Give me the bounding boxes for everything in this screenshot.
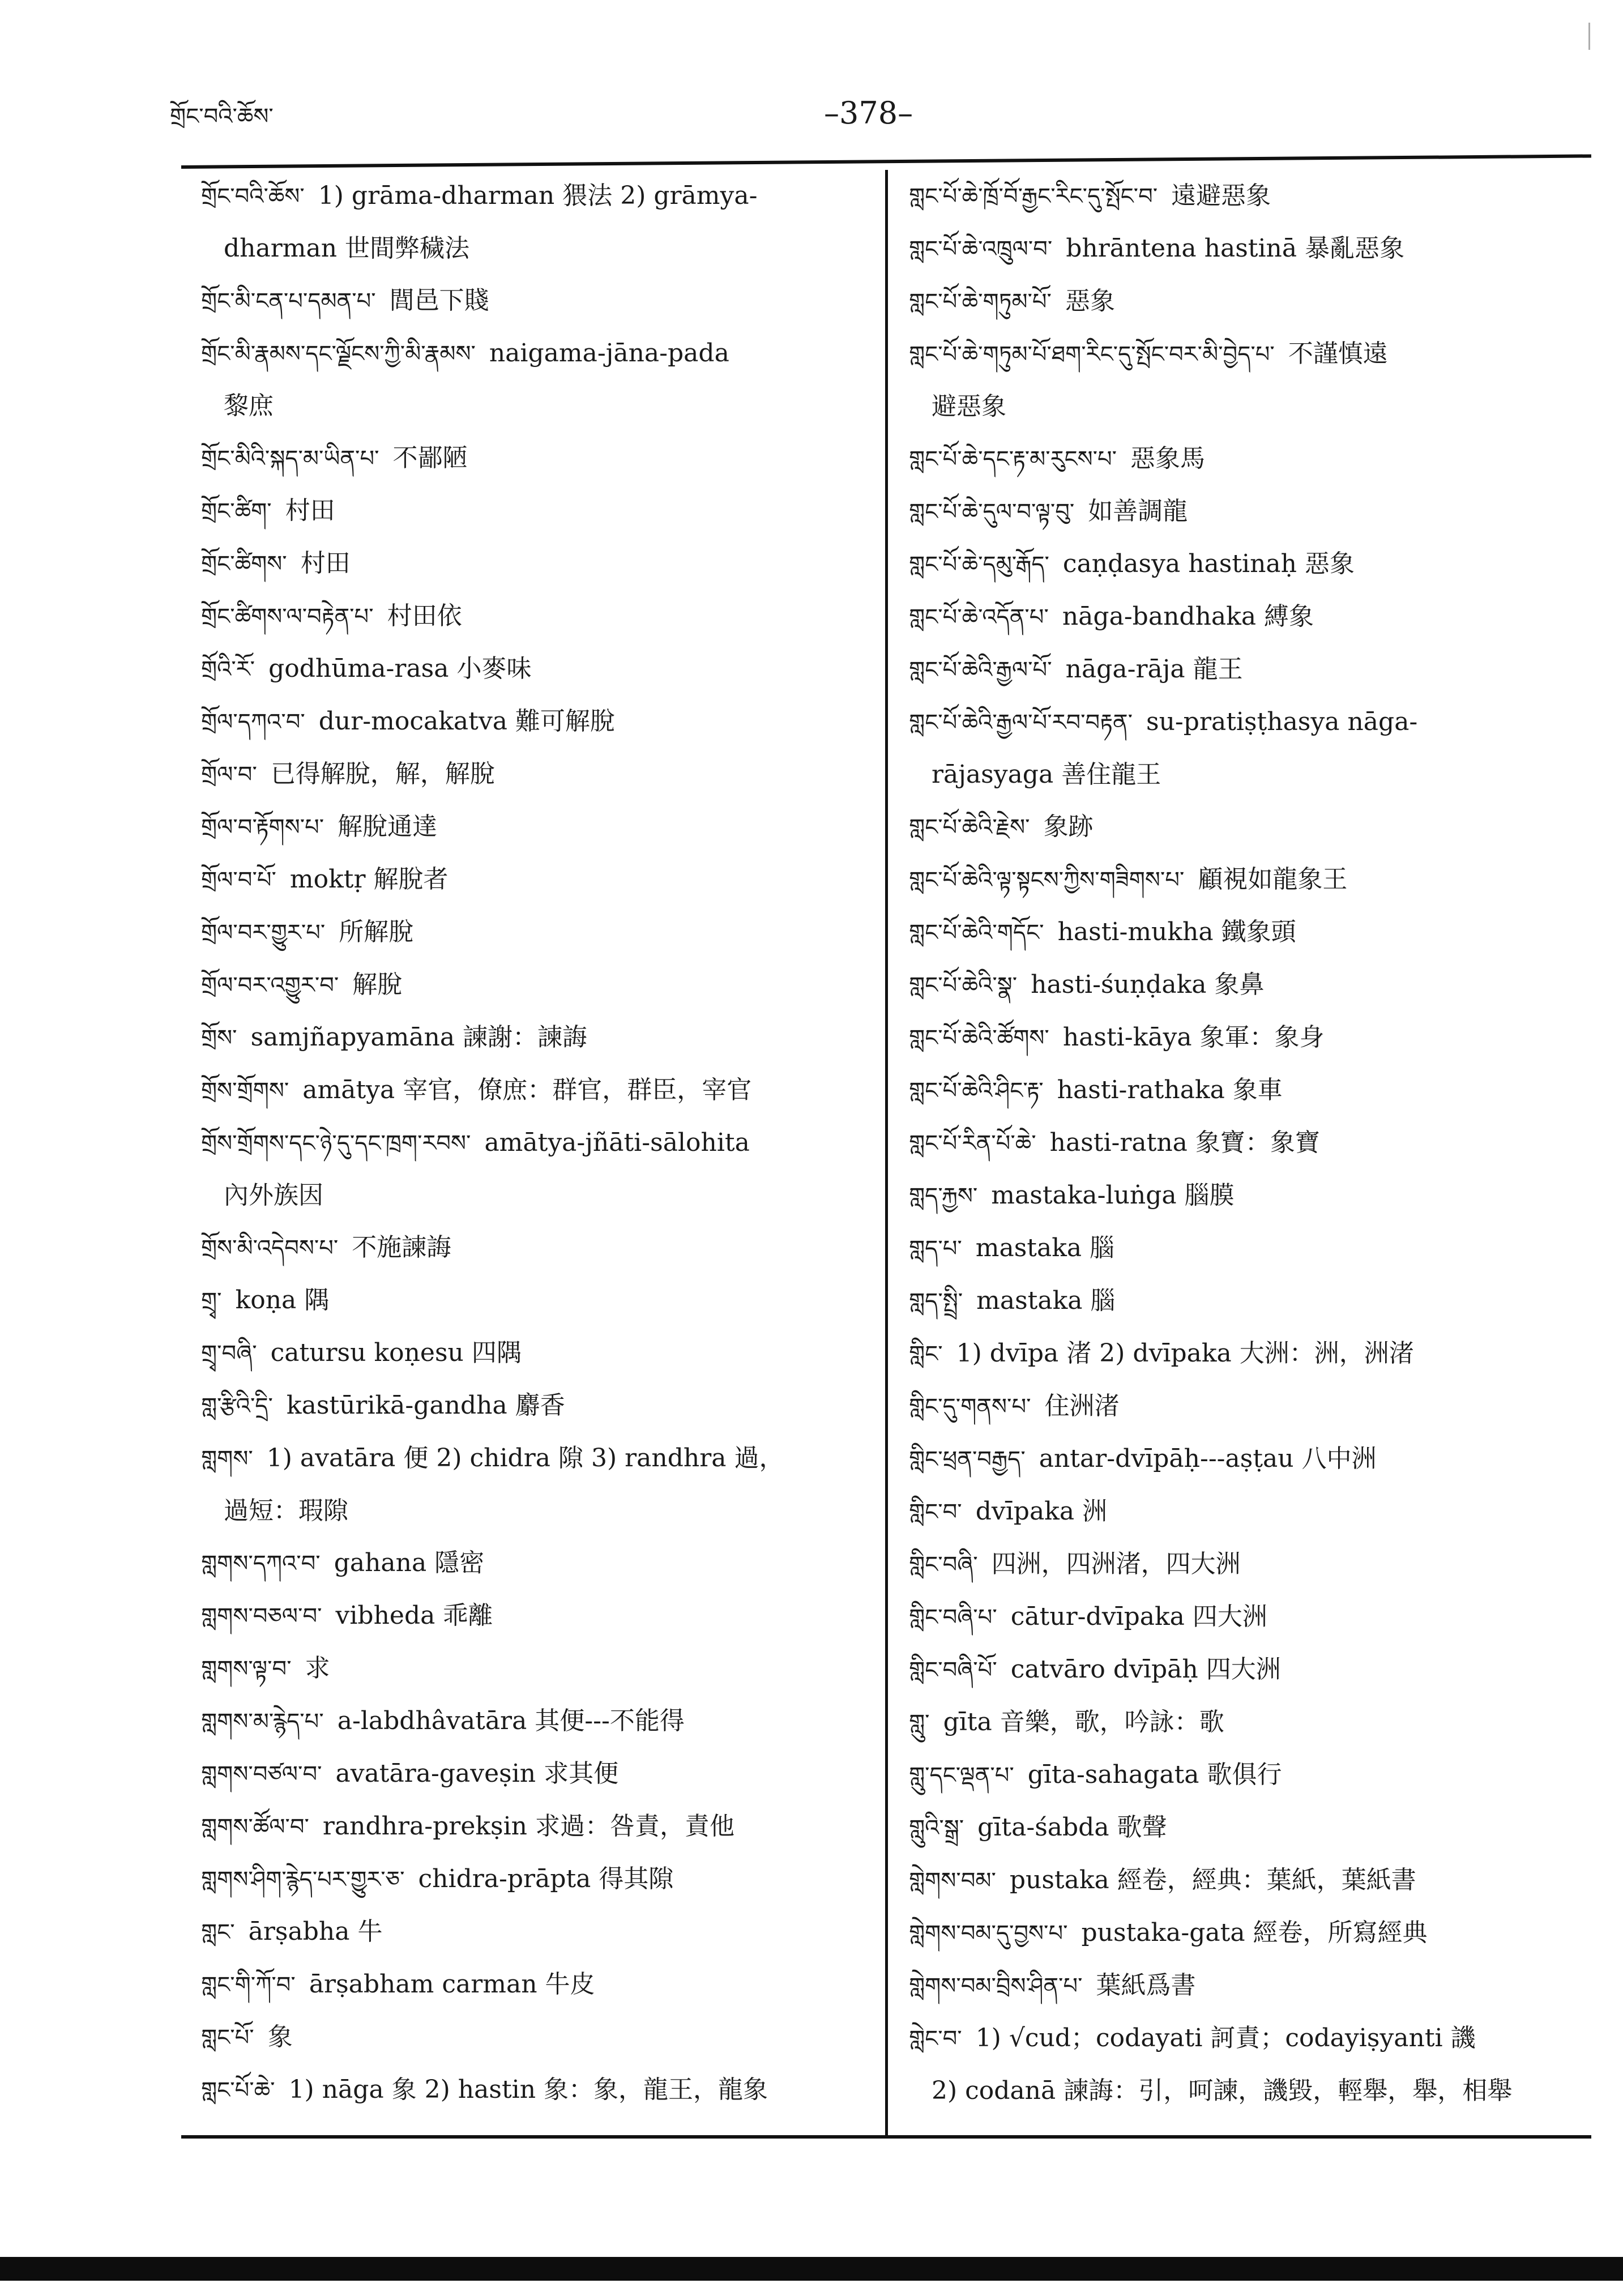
dictionary-entry: [201, 1642, 881, 1695]
definition: naigama-jāna-pada: [489, 339, 729, 368]
dictionary-entry: [201, 170, 881, 223]
dictionary-entry: [909, 1117, 1588, 1170]
definition: 象: [267, 2022, 293, 2051]
dictionary-entry: [909, 1749, 1588, 1802]
tibetan-headword: གླིང་བཞི་པ་: [909, 1604, 997, 1631]
dictionary-entry: [201, 327, 881, 380]
tibetan-headword: གླང་པོ་ཆེའི་རྒྱལ་པོ་རབ་བརྟན་: [909, 710, 1133, 736]
scan-border: [0, 2257, 1623, 2281]
dictionary-entry: [201, 1800, 881, 1853]
dictionary-entry: [201, 2011, 881, 2064]
definition: 不謹慎遠: [1288, 339, 1388, 368]
definition: 過短：瑕隙: [224, 1496, 348, 1525]
dictionary-entry: [909, 223, 1588, 275]
page-number: –378–: [824, 95, 913, 131]
tibetan-headword: གླང་པོ་ཆེའི་ལྟ་སྟངས་ཀྱིས་གཟིགས་པ་: [909, 867, 1185, 893]
tibetan-headword: གླང་པོ་ཆེ་འདོན་པ་: [909, 604, 1049, 630]
tibetan-headword: གྲོལ་བར་གྱུར་པ་: [201, 920, 326, 946]
dictionary-entry: [909, 1802, 1588, 1854]
dictionary-entry: [201, 432, 881, 485]
entry-continuation: [909, 2065, 1588, 2117]
dictionary-entry: [201, 1064, 881, 1117]
tibetan-headword: གླང་གི་ཀོ་བ་: [201, 1972, 296, 1998]
dictionary-entry: [909, 1591, 1588, 1644]
definition: kastūrikā-gandha 麝香: [286, 1391, 565, 1420]
entry-continuation: [909, 749, 1588, 801]
tibetan-headword: གླད་རྐྱས་: [909, 1183, 978, 1209]
definition: moktṛ 解脫者: [289, 865, 449, 894]
definition: rājasyaga 善住龍王: [932, 760, 1161, 789]
definition: 1) grāma-dharman 猥法 2) grāmya-: [318, 181, 758, 210]
tibetan-headword: གྲོས་གྲོགས་: [201, 1078, 289, 1104]
definition: gīta 音樂，歌，吟詠：歌: [943, 1708, 1224, 1736]
dictionary-entry: [201, 275, 881, 327]
definition: 葉紙爲書: [1096, 1971, 1196, 2000]
dictionary-entry: [909, 1012, 1588, 1064]
definition: gahana 隱密: [334, 1548, 485, 1577]
dictionary-entry: [201, 1380, 881, 1432]
tibetan-headword: གླང་པོ་ཆེ་: [201, 2077, 275, 2103]
definition: 避惡象: [932, 392, 1006, 421]
tibetan-headword: གྲྭ་བཞི་: [201, 1341, 257, 1367]
dictionary-entry: [201, 1274, 881, 1327]
tibetan-headword: གླིང་ཕྲན་བརྒྱད་: [909, 1446, 1026, 1473]
dictionary-entry: [201, 906, 881, 959]
tibetan-headword: གླང་པོ་: [201, 2025, 254, 2051]
definition: godhūma-rasa 小麥味: [268, 654, 532, 683]
top-rule: [181, 154, 1591, 169]
dictionary-entry: [909, 1538, 1588, 1591]
tibetan-headword: གླགས་ཤིག་རྙེད་པར་གྱུར་ཅ་: [201, 1867, 405, 1893]
tibetan-headword: གླང་པོ་ཆེ་དུལ་བ་ལྟ་བུ་: [909, 499, 1075, 525]
dictionary-entry: [201, 748, 881, 801]
tibetan-headword: གླིང་བཞི་པོ་: [909, 1657, 997, 1683]
definition: nāga-rāja 龍王: [1065, 655, 1243, 684]
dictionary-entry: [201, 643, 881, 695]
dictionary-entry: [909, 1433, 1588, 1486]
tibetan-headword: གླེགས་བམ་བྲིས་ཤིན་པ་: [909, 1973, 1083, 1999]
tibetan-headword: གླང་པོ་ཆེའི་ཚོགས་: [909, 1025, 1049, 1051]
tibetan-headword: གླང་པོ་ཆེའི་རྗེས་: [909, 814, 1030, 840]
tibetan-headword: གྲོང་ཚིག་: [201, 498, 272, 524]
definition: ārṣabham carman 牛皮: [309, 1970, 595, 1999]
dictionary-entry: [201, 1590, 881, 1642]
definition: catvāro dvīpāḥ 四大洲: [1010, 1655, 1281, 1684]
definition: 遠避惡象: [1171, 181, 1271, 210]
dictionary-entry: [909, 1854, 1588, 1907]
entry-continuation: [201, 223, 881, 275]
definition: ārṣabha 牛: [248, 1917, 383, 1946]
definition: pustaka 經卷，經典：葉紙，葉紙書: [1009, 1866, 1416, 1894]
definition: gīta-sahagata 歌俱行: [1027, 1760, 1282, 1789]
tibetan-headword: གླང་པོ་ཆེའི་གདོང་: [909, 920, 1044, 946]
definition: 惡象馬: [1130, 444, 1206, 473]
tibetan-headword: གླིང་: [909, 1341, 943, 1367]
right-column: [909, 170, 1588, 2117]
dictionary-entry: [909, 328, 1588, 381]
dictionary-entry: [909, 1222, 1588, 1275]
entry-continuation: [201, 1170, 881, 1222]
tibetan-headword: གླགས་བཙལ་བ་: [201, 1761, 322, 1787]
definition: mastaka 腦: [975, 1234, 1115, 1262]
dictionary-entry: [201, 1906, 881, 1958]
definition: avatāra-gaveṣin 求其便: [335, 1759, 619, 1788]
dictionary-entry: [201, 1853, 881, 1906]
left-column: [201, 170, 881, 2116]
dictionary-entry: [909, 1380, 1588, 1433]
dictionary-entry: [201, 485, 881, 537]
dictionary-entry: [201, 1958, 881, 2011]
tibetan-headword: གྲོང་ཚིགས་: [201, 551, 287, 577]
tibetan-headword: གླགས་མ་རྙེད་པ་: [201, 1709, 324, 1735]
tibetan-headword: གླང་པོ་ཆེ་འཁྲུལ་བ་: [909, 236, 1053, 262]
dictionary-entry: [909, 1275, 1588, 1328]
definition: 所解脫: [339, 917, 414, 946]
tibetan-headword: གླང་པོ་ཆེའི་སྣ་: [909, 972, 1018, 998]
definition: 不鄙陋: [392, 443, 468, 472]
tibetan-headword: གླེགས་བམ་: [909, 1868, 996, 1894]
dictionary-entry: [909, 1170, 1588, 1222]
definition: 惡象: [1065, 287, 1115, 315]
definition: 解脫: [352, 970, 403, 999]
dictionary-entry: [909, 853, 1588, 906]
tibetan-headword: གླིང་བ་: [909, 1499, 962, 1525]
definition: 住洲渚: [1044, 1392, 1120, 1420]
dictionary-entry: [909, 170, 1588, 223]
tibetan-headword: གྲོས་: [201, 1025, 237, 1051]
dictionary-entry: [201, 1695, 881, 1748]
scan-mark: [1588, 23, 1604, 50]
dictionary-entry: [909, 275, 1588, 328]
tibetan-headword: གྲྭ་: [201, 1288, 222, 1314]
dictionary-entry: [909, 1644, 1588, 1696]
tibetan-headword: གླགས་ལྟ་བ་: [201, 1656, 292, 1682]
tibetan-headword: གླང་པོ་ཆེ་གཏུམ་པོ་: [909, 289, 1052, 315]
definition: hasti-kāya 象軍：象身: [1062, 1023, 1325, 1052]
tibetan-headword: གྲོས་མི་འདེབས་པ་: [201, 1235, 339, 1261]
tibetan-headword: གླང་པོ་ཆེའི་རྒྱལ་པོ་: [909, 657, 1052, 683]
definition: chidra-prāpta 得其隙: [418, 1864, 674, 1893]
dictionary-entry: [201, 590, 881, 643]
dictionary-entry: [909, 959, 1588, 1012]
definition: randhra-prekṣin 求過：咎責，責他: [322, 1812, 735, 1841]
tibetan-headword: གླེགས་བམ་དུ་བྱས་པ་: [909, 1921, 1068, 1947]
bottom-rule: [181, 2135, 1591, 2139]
definition: koṇa 隅: [235, 1286, 330, 1315]
definition: 求: [305, 1654, 330, 1683]
definition: dur-mocakatva 難可解脫: [318, 707, 615, 736]
definition: 四洲，四洲渚，四大洲: [991, 1550, 1241, 1578]
definition: 2) codanā 諫誨：引，呵諫，譏毀，輕舉，舉，相舉: [932, 2076, 1513, 2105]
column-divider: [885, 170, 888, 2135]
definition: 黎庶: [224, 391, 274, 420]
dictionary-entry: [909, 591, 1588, 643]
tibetan-headword: གླང་པོ་ཆེ་དང་རྟ་མ་རུངས་པ་: [909, 446, 1117, 472]
dictionary-entry: [201, 1012, 881, 1064]
definition: 1) avatāra 便 2) chidra 隙 3) randhra 過，: [266, 1444, 784, 1473]
tibetan-headword: གྲོང་བའི་ཆོས་: [201, 183, 305, 210]
tibetan-headword: གྲོང་མི་རྣམས་དང་ལྗོངས་ཀྱི་མི་རྣམས་: [201, 341, 476, 367]
definition: amātya-jñāti-sālohita: [484, 1128, 750, 1157]
dictionary-entry: [909, 485, 1588, 538]
definition: cātur-dvīpaka 四大洲: [1010, 1602, 1267, 1631]
dictionary-entry: [909, 1064, 1588, 1117]
tibetan-headword: གླིང་དུ་གནས་པ་: [909, 1394, 1031, 1420]
definition: 1) nāga 象 2) hastin 象：象，龍王，龍象: [288, 2075, 768, 2104]
definition: 1) dvīpa 渚 2) dvīpaka 大洲：洲，洲渚: [956, 1339, 1414, 1368]
dictionary-entry: [201, 695, 881, 748]
running-head: གྲོང་བའི་ཆོས་: [170, 104, 274, 130]
tibetan-headword: གླང་པོ་ཆེ་གཏུམ་པོ་ཐག་རིང་དུ་སྤོང་བར་མི་བྱེད་པ་: [909, 342, 1275, 368]
definition: nāga-bandhaka 縛象: [1062, 602, 1314, 631]
definition: amātya 宰官，僚庶：群官，群臣，宰官: [302, 1076, 752, 1104]
dictionary-entry: [909, 1486, 1588, 1538]
tibetan-headword: གླད་པ་: [909, 1236, 962, 1262]
dictionary-entry: [909, 2012, 1588, 2065]
dictionary-entry: [909, 696, 1588, 749]
definition: 象跡: [1043, 812, 1094, 841]
definition: antar-dvīpāḥ---aṣṭau 八中洲: [1039, 1444, 1377, 1473]
dictionary-entry: [909, 1328, 1588, 1380]
tibetan-headword: གླགས་བཅལ་བ་: [201, 1603, 322, 1629]
tibetan-headword: གླུའི་སྒྲ་: [909, 1815, 964, 1841]
definition: 閭邑下賤: [389, 286, 489, 315]
entry-continuation: [909, 381, 1588, 433]
definition: catursu koṇesu 四隅: [270, 1338, 522, 1367]
tibetan-headword: གླགས་: [201, 1446, 253, 1472]
tibetan-headword: གྲོས་གྲོགས་དང་ཉེ་དུ་དང་ཁྲག་རབས་: [201, 1130, 471, 1156]
definition: a-labdhâvatāra 其便---不能得: [337, 1706, 685, 1735]
definition: 1) √cud；codayati 訶責；codayiṣyanti 譏: [975, 2024, 1476, 2052]
definition: 村田: [300, 549, 351, 578]
dictionary-entry: [201, 2064, 881, 2116]
dictionary-entry: [909, 1960, 1588, 2012]
definition: gīta-śabda 歌聲: [977, 1813, 1167, 1842]
tibetan-headword: གླང་པོ་རིན་པོ་ཆེ་: [909, 1130, 1036, 1156]
definition: 村田: [285, 496, 335, 525]
definition: 村田依: [387, 601, 462, 630]
definition: hasti-ratna 象寶：象寶: [1049, 1128, 1320, 1157]
dictionary-entry: [909, 801, 1588, 853]
dictionary-entry: [909, 1696, 1588, 1749]
definition: hasti-śuṇḍaka 象鼻: [1031, 970, 1265, 999]
dictionary-entry: [201, 1537, 881, 1590]
definition: dvīpaka 洲: [975, 1497, 1108, 1526]
tibetan-headword: གླ་རྩིའི་དྲི་: [201, 1393, 273, 1419]
tibetan-headword: གླུ་: [909, 1710, 930, 1736]
entry-continuation: [201, 1485, 881, 1537]
definition: mastaka-luṅga 腦膜: [991, 1181, 1235, 1210]
tibetan-headword: གླེང་བ་: [909, 2026, 962, 2052]
dictionary-entry: [201, 1117, 881, 1170]
dictionary-entry: [201, 537, 881, 590]
definition: bhrāntena hastinā 暴亂惡象: [1066, 234, 1405, 263]
definition: su-pratiṣṭhasya nāga-: [1146, 707, 1418, 736]
tibetan-headword: གྲོང་ཚིགས་ལ་བརྟེན་པ་: [201, 604, 374, 630]
definition: 內外族因: [224, 1181, 323, 1210]
tibetan-headword: གླང་: [201, 1919, 235, 1945]
dictionary-entry: [201, 853, 881, 906]
tibetan-headword: གླད་སྤྲི་: [909, 1288, 963, 1315]
tibetan-headword: གྲོའི་རོ་: [201, 656, 255, 682]
definition: caṇḍasya hastinaḥ 惡象: [1062, 549, 1355, 578]
tibetan-headword: གྲོང་མི་ངན་པ་དམན་པ་: [201, 288, 376, 314]
definition: 如善調龍: [1088, 497, 1188, 526]
tibetan-headword: གྲོལ་བ་: [201, 762, 257, 788]
definition: 不施諫誨: [352, 1233, 452, 1262]
definition: pustaka-gata 經卷，所寫經典: [1081, 1918, 1428, 1947]
dictionary-entry: [201, 1432, 881, 1485]
tibetan-headword: གླང་པོ་ཆེའི་ཤིང་རྟ་: [909, 1078, 1044, 1104]
tibetan-headword: གྲོལ་བར་འགྱུར་བ་: [201, 972, 339, 998]
definition: mastaka 腦: [976, 1286, 1116, 1315]
tibetan-headword: གྲོལ་དཀའ་བ་: [201, 709, 305, 735]
definition: hasti-mukha 鐵象頭: [1057, 917, 1296, 946]
dictionary-entry: [909, 906, 1588, 959]
tibetan-headword: གླགས་དཀའ་བ་: [201, 1551, 321, 1577]
tibetan-headword: གླིང་བཞི་: [909, 1552, 978, 1578]
tibetan-headword: གྲོལ་བ་པོ་: [201, 867, 276, 893]
dictionary-entry: [909, 433, 1588, 485]
tibetan-headword: གླུ་དང་ལྡན་པ་: [909, 1762, 1014, 1789]
definition: 顧視如龍象王: [1198, 865, 1348, 894]
definition: 已得解脫，解，解脫: [270, 759, 495, 788]
definition: samjñapyamāna 諫謝：諫誨: [250, 1023, 588, 1052]
definition: 解脫通達: [338, 812, 438, 841]
dictionary-entry: [201, 1748, 881, 1800]
tibetan-headword: གླང་པོ་ཆེ་དམུ་རྒོད་: [909, 552, 1049, 578]
definition: dharman 世間弊穢法: [224, 234, 470, 263]
tibetan-headword: གྲོང་མིའི་སྐད་མ་ཡིན་པ་: [201, 446, 379, 472]
dictionary-entry: [201, 801, 881, 853]
tibetan-headword: གླགས་ཚོལ་བ་: [201, 1814, 309, 1840]
dictionary-entry: [909, 643, 1588, 696]
dictionary-entry: [201, 1222, 881, 1274]
dictionary-entry: [909, 1907, 1588, 1960]
dictionary-entry: [909, 538, 1588, 591]
tibetan-headword: གླང་པོ་ཆེ་ཁྲོ་བོ་རྒྱང་རིང་དུ་སྤོང་བ་: [909, 183, 1158, 210]
dictionary-entry: [201, 959, 881, 1012]
definition: hasti-rathaka 象車: [1057, 1076, 1283, 1104]
entry-continuation: [201, 380, 881, 432]
dictionary-entry: [201, 1327, 881, 1380]
tibetan-headword: གྲོལ་བ་རྟོགས་པ་: [201, 814, 324, 840]
definition: vibheda 乖離: [335, 1601, 493, 1630]
